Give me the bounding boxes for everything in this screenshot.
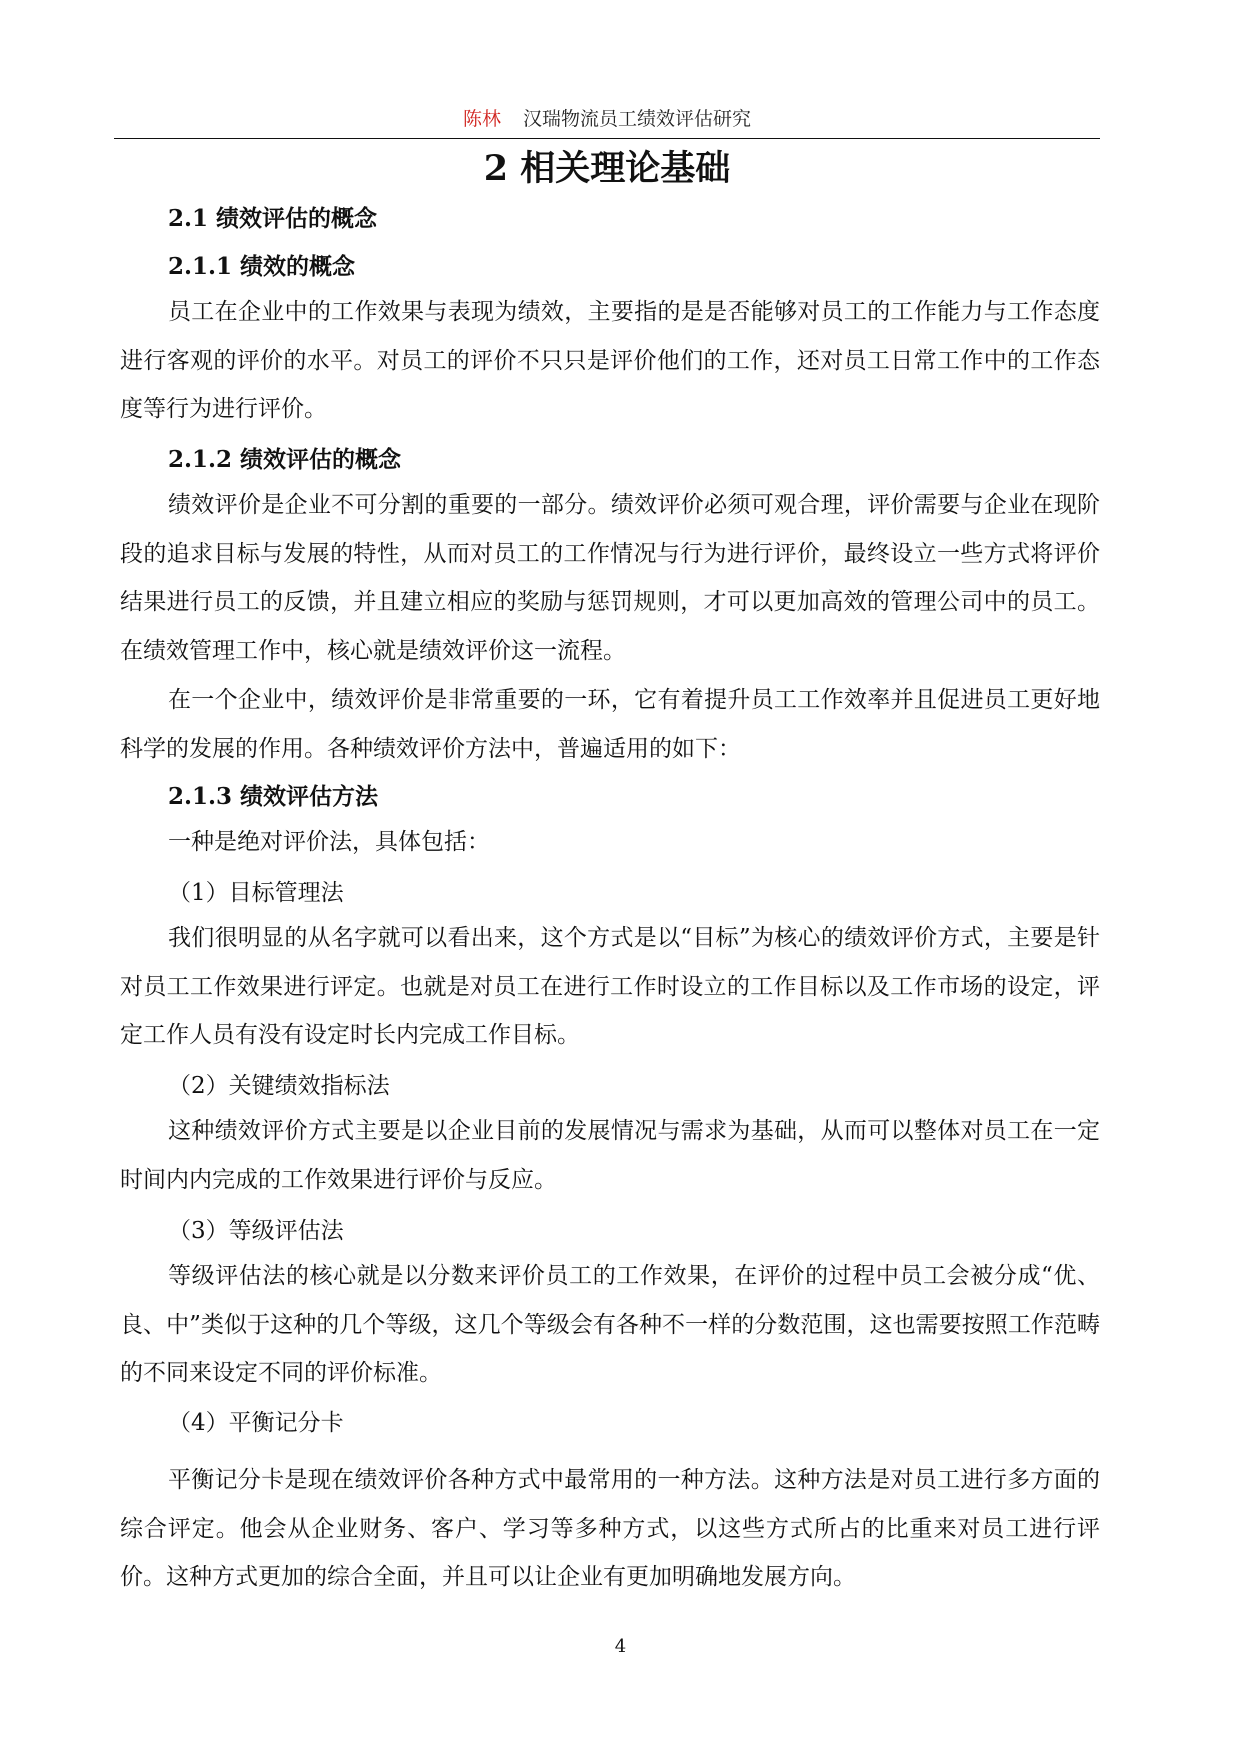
section-heading-2-1-1: 2.1.1 绩效的概念: [168, 253, 356, 280]
method-item-4: （4）平衡记分卡: [168, 1410, 344, 1436]
section-heading-2-1: 2.1 绩效评估的概念: [168, 205, 378, 232]
paragraph-grading: 等级评估法的核心就是以分数来评价员工的工作效果，在评价的过程中员工会被分成“优、良、中”类似于这种的几个等级，这几个等级会有各种不一样的分数范围，这也需要按照工作范畴的不同来设定不同的评价标准。: [120, 1263, 1100, 1386]
running-header: [114, 104, 1100, 134]
section-heading-2-1-3: 2.1.3 绩效评估方法: [168, 783, 379, 810]
header-title: 汉瑞物流员工绩效评估研究: [523, 108, 752, 130]
paragraph-balanced-scorecard: 平衡记分卡是现在绩效评价各种方式中最常用的一种方法。这种方法是对员工进行多方面的综合评定。他会从企业财务、客户、学习等多种方式，以这些方式所占的比重来对员工进行评价。这种方式更加的综合全面，并且可以让企业有更加明确地发展方向。: [120, 1467, 1100, 1590]
chapter-title: 2 相关理论基础: [483, 148, 731, 189]
method-item-3: （3）等级评估法: [168, 1218, 344, 1244]
paragraph-evaluation-concept: 绩效评价是企业不可分割的重要的一部分。绩效评价必须可观合理，评价需要与企业在现阶段的追求目标与发展的特性，从而对员工的工作情况与行为进行评价，最终设立一些方式将评价结果进行员工的反馈，并且建立相应的奖励与惩罚规则，才可以更加高效的管理公司中的员工。在绩效管理工作中，核心就是绩效评价这一流程。: [120, 492, 1100, 664]
method-item-2: （2）关键绩效指标法: [168, 1073, 390, 1099]
header-author: 陈林: [462, 108, 501, 130]
paragraph-mbo: 我们很明显的从名字就可以看出来，这个方式是以“目标”为核心的绩效评价方式，主要是针对员工工作效果进行评定。也就是对员工在进行工作时设立的工作目标以及工作市场的设定，评定工作人员有没有设定时长内完成工作目标。: [120, 925, 1100, 1048]
paragraph-kpi: 这种绩效评价方式主要是以企业目前的发展情况与需求为基础，从而可以整体对员工在一定时间内内完成的工作效果进行评价与反应。: [120, 1118, 1100, 1193]
section-heading-2-1-2: 2.1.2 绩效评估的概念: [168, 446, 402, 473]
header-divider: [114, 138, 1100, 139]
paragraph-absolute-methods: 一种是绝对评价法，具体包括：: [168, 829, 490, 855]
method-item-1: （1）目标管理法: [168, 880, 344, 906]
paragraph-evaluation-importance: 在一个企业中，绩效评价是非常重要的一环，它有着提升员工工作效率并且促进员工更好地科学的发展的作用。各种绩效评价方法中，普遍适用的如下：: [120, 687, 1100, 762]
paragraph-performance-concept: 员工在企业中的工作效果与表现为绩效，主要指的是是否能够对员工的工作能力与工作态度进行客观的评价的水平。对员工的评价不只只是评价他们的工作，还对员工日常工作中的工作态度等行为进行评价。: [120, 299, 1100, 422]
page-number: 4: [614, 1636, 627, 1657]
